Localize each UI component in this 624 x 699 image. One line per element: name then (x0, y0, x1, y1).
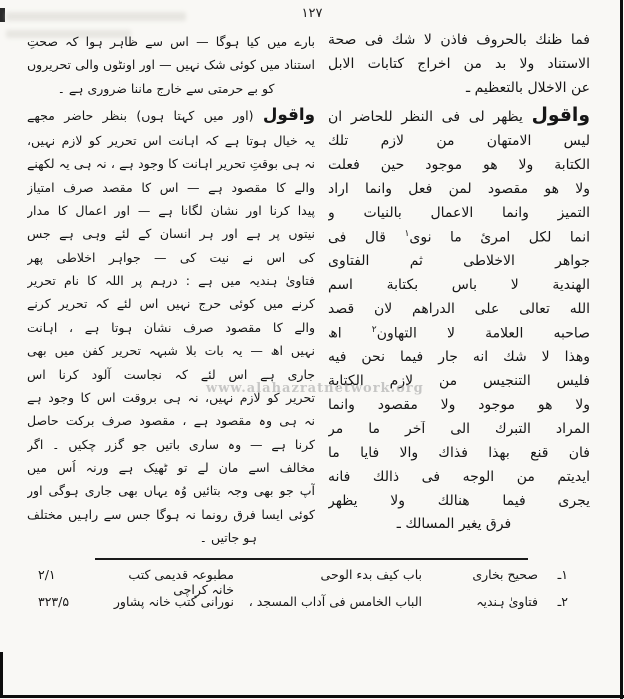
text-segment: الاستناد ولا بد من اخراج كتابات الابل (328, 55, 590, 72)
footnote-row (38, 567, 568, 597)
text-segment: استناد میں کوئی شک نہیں — اور اونٹوں والی تحریروں (27, 57, 315, 73)
scan-border-bottom (0, 695, 624, 698)
text-segment: يجرى فيما هنالك ولا يظهر (328, 492, 590, 509)
arabic-text-column (328, 32, 590, 534)
text-segment: یہ خیال ہوتا ہے کہ اہانت اس تحریر کو لازم نہیں، (27, 132, 315, 148)
text-line (328, 469, 590, 487)
text-segment: کو بے حرمتی سے خارج ماننا ضروری ہے ۔ (57, 80, 275, 96)
text-line (328, 516, 590, 534)
footnote-publisher: مطبوعہ قدیمی کتب خانہ کراچی (128, 567, 234, 597)
scan-border-right (620, 0, 623, 699)
text-segment: ليس الامتهان من لازم تلك (328, 133, 590, 150)
text-line (27, 320, 315, 336)
text-line (328, 157, 590, 175)
text-segment: الهندية لا باس بكتابة اسم (328, 277, 590, 294)
footnote-marker-superscript: ۲ (371, 324, 377, 335)
text-line (27, 104, 315, 125)
text-line (27, 81, 315, 97)
footnote-chapter: باب کیف بدء الوحی (320, 567, 422, 582)
text-line (328, 277, 590, 295)
text-line (27, 507, 315, 523)
footnote-source: صحیح بخاری (472, 567, 538, 582)
text-line (27, 273, 315, 289)
text-line (27, 413, 315, 429)
footnotes-section (38, 567, 568, 621)
text-line (27, 460, 315, 476)
text-segment: وهذا لا شك انه جار فيما نحن فيه (328, 349, 590, 366)
footnote-publisher: نورانی کتب خانہ پشاور (113, 594, 234, 609)
text-line (328, 301, 590, 319)
text-line (27, 367, 315, 383)
text-line (27, 530, 315, 546)
text-segment: اھ (328, 325, 372, 342)
text-line (328, 133, 590, 151)
text-segment: التميز وانما الاعمال بالنيات و (328, 204, 590, 221)
footnote-chapter: الباب الخامس فی آداب المسجد ، (248, 594, 422, 609)
text-line (328, 325, 590, 343)
text-segment: (اور میں کہتا ہوں) بنظر حاضر مجھے (27, 108, 263, 124)
watermark-text: www.alahazratnetwork.org (206, 381, 424, 396)
text-segment: نہ ہی وہ مقصود ہے ، مقصود صرف برکت حاصل (27, 413, 315, 429)
text-line (328, 205, 590, 223)
book-title-underlined: جواہر اخلاطی (56, 249, 141, 265)
text-segment: کی اس نے نیت کی — (140, 249, 315, 265)
text-segment: يظهر لى فى النظر للحاضر ان (328, 108, 532, 125)
text-line (328, 80, 590, 98)
text-segment: ايديتم من الوجه فى ذالك فانه (328, 468, 590, 485)
footnote-marker: ۲ـ (557, 594, 568, 609)
text-segment: تحریر کو لازم نہیں، نہ ہی بروقت اس کا وجود ہے (27, 389, 315, 405)
text-segment: المراد التبرك الى آخر ما مر (328, 421, 590, 438)
text-segment: فرق يغير المسالك ـ (396, 516, 512, 533)
text-segment: والے کا مقصود ہے — اس کا مقصد صرف امتیاز (27, 179, 315, 195)
text-segment: نیتوں پر ہے اور ہر انسان کے لئے وہی ہے جس (27, 226, 315, 242)
text-segment: کوئی ایسا فرق رونما نہ ہوگا جس سے راہیں مختلف (27, 506, 315, 522)
text-segment: فما ظنك بالحروف فاذن لا شك فى صحة (328, 32, 590, 48)
text-segment: مخالف اسے مان لے تو ٹھیک ہے ورنہ اُس میں (27, 460, 315, 476)
text-segment: جواهر الاخلاطى ثم الفتاوى (328, 253, 590, 270)
urdu-text-column (27, 34, 315, 546)
scan-border-left (0, 652, 3, 698)
text-segment: ہو جاتیں ۔ (199, 530, 257, 546)
text-line (27, 483, 315, 499)
text-line (27, 250, 315, 266)
text-segment: انما لكل امرئ ما نوى (409, 229, 590, 246)
text-line (27, 226, 315, 242)
text-line (328, 104, 590, 127)
text-segment: فان قنع بهذا فذاك والا فايا ما (328, 444, 590, 461)
text-segment: ولا هو مقصود لمن فعل وانما اراد (328, 181, 590, 198)
text-line (328, 349, 590, 367)
text-line (328, 181, 590, 199)
text-segment: کرنا ہے — وہ ساری باتیں جو گزر چکیں ۔ اگر (27, 436, 315, 452)
text-segment: پیدا کرنا اور نشان لگانا ہے — اور اعمال کا مدار (27, 202, 315, 218)
text-segment: صاحبه العلامة لا التهاون (376, 325, 590, 342)
text-segment: نہ ہی بوقتِ تحریر اہانت کا وجود ہے ، نہ ہی یہ لکھنے (27, 156, 315, 172)
lead-word: واقول (531, 104, 590, 126)
footnote-ref: ۲/۱ (38, 567, 56, 582)
text-line (328, 56, 590, 74)
text-segment: ولا هو موجود ولا مقصود وانما (328, 397, 590, 414)
text-segment: الله تعالى على الدراهم لان قصد (328, 301, 590, 318)
text-line (27, 34, 315, 50)
text-segment: قال فى (328, 229, 405, 246)
text-line (27, 296, 315, 312)
text-line (328, 32, 590, 50)
text-segment: نہیں اھ — یہ بات بلا شبہہ تحریر کفن میں بھی (27, 343, 315, 359)
text-segment: والے کا مقصود صرف نشان ہوتا ہے ، اہانت (27, 319, 315, 335)
footnote-row (38, 594, 568, 621)
text-line (27, 57, 315, 73)
footnote-marker-superscript: ۱ (404, 228, 410, 239)
text-segment: الكتابة ولا هو موجود حين فعلت (328, 157, 590, 174)
text-line (328, 493, 590, 511)
text-line (328, 445, 590, 463)
text-segment: جاری ہے اس لئے کہ نجاست آلود کرنا اس (27, 366, 315, 382)
text-segment: آپ جو بھی وجہ بتائیں وُہ یہاں بھی جاری ہوگی اور (27, 483, 315, 499)
text-line (27, 203, 315, 219)
page-number: ۱۲۷ (301, 6, 323, 21)
text-line (27, 437, 315, 453)
text-segment: فليس التنجيس من لازم الكتابة (328, 373, 590, 390)
text-line (328, 229, 590, 247)
text-segment: فتاویٰ ہندیہ میں ہے : درہم پر اللہ کا نام تحریر (27, 273, 315, 289)
text-segment: پھر (27, 249, 57, 265)
text-segment: عن الاخلال بالتعظيم ـ (466, 79, 590, 96)
footnote-ref: ۳۲۳/۵ (38, 594, 70, 609)
lead-word: واقول (262, 104, 315, 125)
footnote-divider (95, 558, 528, 560)
text-line (27, 156, 315, 172)
text-line (27, 343, 315, 359)
footnote-marker: ۱ـ (557, 567, 568, 582)
text-segment: کرنے میں کوئی حرج نہیں اس لئے کہ تحریر کرنے (27, 296, 315, 312)
text-line (328, 397, 590, 415)
text-line (328, 421, 590, 439)
text-segment: بارے میں کیا ہوگا — اس سے ظاہر ہوا کہ صحتِ (27, 34, 315, 49)
footnote-source: فتاویٰ ہندیہ (476, 594, 538, 609)
text-line (27, 180, 315, 196)
text-line (27, 133, 315, 149)
text-line (328, 253, 590, 271)
